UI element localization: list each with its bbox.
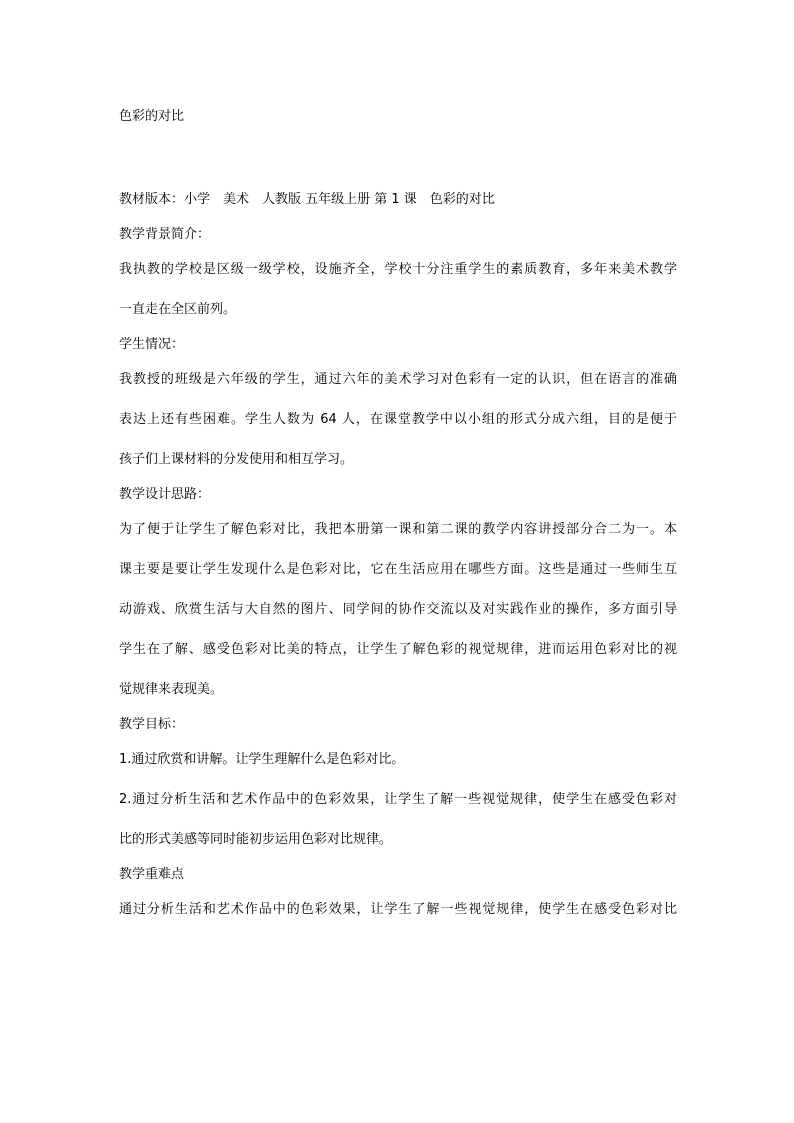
- section-paragraph: [119, 520, 679, 700]
- section-heading: 教学设计思路：: [119, 487, 211, 502]
- paragraph-line: [119, 600, 679, 620]
- paragraph-line: [119, 640, 679, 660]
- paragraph-line-text: 2.通过分析生活和艺术作品中的色彩效果，让学生了解一些视觉规律，使学生在感受色彩对: [119, 792, 677, 807]
- paragraph-line-text: 孩子们上课材料的分发使用和相互学习。: [119, 452, 354, 467]
- paragraph-line: [119, 900, 679, 920]
- paragraph-line-text: 通过分析生活和艺术作品中的色彩效果，让学生了解一些视觉规律，使学生在感受色彩对比: [119, 902, 677, 917]
- paragraph-line: [119, 300, 679, 320]
- paragraph-line: [119, 830, 679, 850]
- paragraph-line-text: 动游戏、欣赏生活与大自然的图片、同学间的协作交流以及对实践作业的操作，多方面引导: [119, 602, 677, 617]
- paragraph-line: [119, 370, 679, 390]
- section-paragraph: [119, 260, 679, 320]
- paragraph-line-text: 比的形式美感等同时能初步运用色彩对比规律。: [119, 832, 393, 847]
- document-page: [119, 107, 679, 920]
- paragraph-line: [119, 790, 679, 810]
- section-heading: 教学目标：: [119, 717, 185, 732]
- paragraph-line-text: 表达上还有些困难。学生人数为 64 人，在课堂教学中以小组的形式分成六组，目的是便于: [119, 412, 677, 427]
- textbook-version: 教材版本：小学 美术 人教版 五年级上册 第 1 课 色彩的对比: [119, 192, 495, 207]
- section-heading: 教学背景简介：: [119, 227, 211, 242]
- section-paragraph: [119, 370, 679, 470]
- paragraph-line-text: 一直走在全区前列。: [119, 302, 237, 317]
- section-heading: 教学重难点: [119, 867, 185, 882]
- paragraph-line: [119, 750, 679, 770]
- paragraph-line: [119, 450, 679, 470]
- paragraph-line-text: 我执教的学校是区级一级学校，设施齐全，学校十分注重学生的素质教育，多年来美术教学: [119, 262, 677, 277]
- document-body: [119, 225, 679, 920]
- paragraph-line: [119, 520, 679, 540]
- paragraph-line-text: 觉规律来表现美。: [119, 682, 224, 697]
- paragraph-line-text: 为了便于让学生了解色彩对比，我把本册第一课和第二课的教学内容讲授部分合二为一。本: [119, 522, 677, 537]
- paragraph-line-text: 1.通过欣赏和讲解。让学生理解什么是色彩对比。: [119, 752, 405, 767]
- section-heading: 学生情况：: [119, 337, 185, 352]
- paragraph-line: [119, 260, 679, 280]
- paragraph-line-text: 我教授的班级是六年级的学生，通过六年的美术学习对色彩有一定的认识，但在语言的准确: [119, 372, 677, 387]
- section-paragraph: [119, 750, 679, 850]
- paragraph-line: [119, 680, 679, 700]
- document-title: 色彩的对比: [119, 109, 185, 124]
- paragraph-line-text: 课主要是要让学生发现什么是色彩对比，它在生活应用在哪些方面。这些是通过一些师生互: [119, 562, 677, 577]
- paragraph-line: [119, 560, 679, 580]
- paragraph-line-text: 学生在了解、感受色彩对比美的特点，让学生了解色彩的视觉规律，进而运用色彩对比的视: [119, 642, 677, 657]
- section-paragraph: [119, 900, 679, 920]
- paragraph-line: [119, 410, 679, 430]
